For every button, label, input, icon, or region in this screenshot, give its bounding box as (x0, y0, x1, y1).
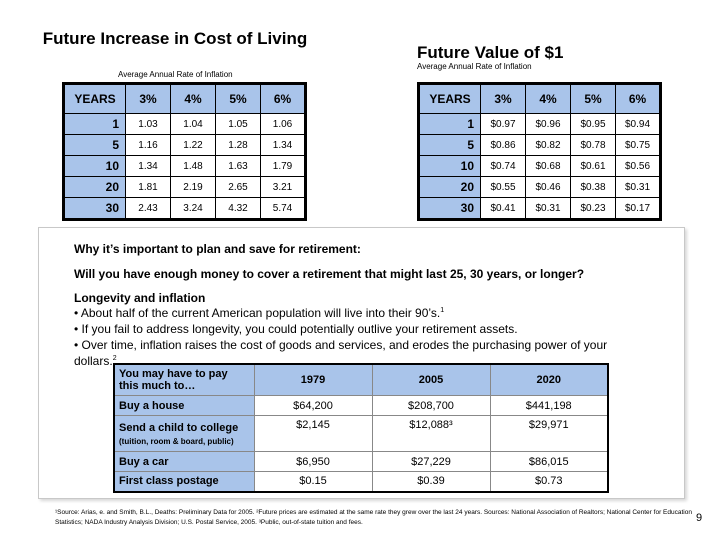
table-cell: 2.65 (216, 177, 261, 198)
table-row (114, 472, 608, 492)
bullet-text: • About half of the current American population will live into their 90’s. (74, 306, 441, 320)
table-cell: $0.82 (526, 135, 571, 156)
table-cell: $0.41 (481, 198, 526, 220)
table-row (64, 114, 306, 135)
bullet-inflation-continued (74, 354, 117, 368)
table-cell: $0.68 (526, 156, 571, 177)
table-cell: $0.31 (526, 198, 571, 220)
table-row (419, 156, 661, 177)
year-cell: 5 (64, 135, 126, 156)
panel-question: Will you have enough money to cover a retirement that might last 25, 30 years, or longer? (74, 267, 585, 281)
table-cell: 1.79 (261, 156, 306, 177)
table-row (419, 135, 661, 156)
table-cell: $0.56 (616, 156, 661, 177)
table-cell: $27,229 (372, 452, 490, 472)
table-cell: $86,015 (490, 452, 608, 472)
table-cell: $441,198 (490, 396, 608, 416)
column-header: 4% (171, 84, 216, 114)
table-cell: $0.17 (616, 198, 661, 220)
future-value-title: Future Value of $1 (417, 43, 564, 62)
table-row (64, 156, 306, 177)
column-header: 3% (126, 84, 171, 114)
table-cell: 1.34 (261, 135, 306, 156)
row-note: (tuition, room & board, public) (119, 436, 234, 446)
column-header: 4% (526, 84, 571, 114)
year-cell: 30 (419, 198, 481, 220)
bullet-longevity (74, 306, 444, 320)
section-heading: Longevity and inflation (74, 291, 206, 305)
table-cell: 1.22 (171, 135, 216, 156)
table-cell: 1.04 (171, 114, 216, 135)
sources-footnote: ¹Source: Arias, e. and Smith, B.L., Deaths: Preliminary Data for 2005. ²Future prices are estimated at the same rate they grew over the last 24 years. Sources: National Association of Realtors; National Center for Education Statistics; NADA Industry Analysis Division; U.S. Postal Service, 2005. ³Public, out-of-state tuition and fees. (55, 509, 692, 526)
table-cell: $208,700 (372, 396, 490, 416)
year-cell: 5 (419, 135, 481, 156)
table-cell: $0.46 (526, 177, 571, 198)
table-row (114, 416, 608, 452)
table-header-row (419, 84, 661, 114)
table-cell: $0.23 (571, 198, 616, 220)
table-header-row (64, 84, 306, 114)
table-cell: $0.55 (481, 177, 526, 198)
row-label-group (114, 416, 254, 452)
table-cell: 1.48 (171, 156, 216, 177)
table-cell: 2.19 (171, 177, 216, 198)
year-cell: 1 (64, 114, 126, 135)
row-label: Send a child to college (119, 421, 239, 434)
table-cell: 1.05 (216, 114, 261, 135)
year-cell: 10 (419, 156, 481, 177)
panel-heading: Why it’s important to plan and save for retirement: (74, 242, 361, 256)
table-cell: $0.74 (481, 156, 526, 177)
table-row (114, 452, 608, 472)
table-cell: $0.31 (616, 177, 661, 198)
footnote-marker: 2 (112, 355, 117, 362)
table-cell: 1.81 (126, 177, 171, 198)
table-cell: $0.94 (616, 114, 661, 135)
column-header: 5% (571, 84, 616, 114)
future-value-subtitle: Average Annual Rate of Inflation (417, 62, 532, 71)
table-cell: 3.21 (261, 177, 306, 198)
bullet-text: dollars. (74, 354, 113, 368)
table-cell: $0.61 (571, 156, 616, 177)
page-number: 9 (696, 512, 703, 524)
table-row (419, 114, 661, 135)
table-cell: $0.78 (571, 135, 616, 156)
year-cell: 1 (419, 114, 481, 135)
column-header: 2020 (490, 364, 608, 396)
bullet-inflation: • Over time, inflation raises the cost of goods and services, and erodes the purchasing power of your (74, 338, 608, 352)
table-cell: 2.43 (126, 198, 171, 220)
table-cell: $0.95 (571, 114, 616, 135)
table-cell: $0.75 (616, 135, 661, 156)
table-cell: $0.73 (490, 472, 608, 492)
cost-of-living-title: Future Increase in Cost of Living (42, 29, 308, 48)
row-label: Buy a house (114, 396, 254, 416)
column-header: 6% (261, 84, 306, 114)
table-cell: $0.39 (372, 472, 490, 492)
year-cell: 10 (64, 156, 126, 177)
corner-header: You may have to pay this much to… (114, 364, 254, 396)
table-cell: $0.86 (481, 135, 526, 156)
table-cell: 1.16 (126, 135, 171, 156)
table-cell: $64,200 (254, 396, 372, 416)
table-cell: 4.32 (216, 198, 261, 220)
table-cell: $29,971 (490, 416, 608, 452)
table-cell: 1.63 (216, 156, 261, 177)
table-cell: $0.38 (571, 177, 616, 198)
table-cell: $0.97 (481, 114, 526, 135)
table-header-row (114, 364, 608, 396)
column-header: 6% (616, 84, 661, 114)
row-label: First class postage (114, 472, 254, 492)
table-cell: $6,950 (254, 452, 372, 472)
table-cell: $0.96 (526, 114, 571, 135)
footnote-marker: 1 (440, 307, 445, 314)
table-row (64, 177, 306, 198)
bullet-outlive-assets: • If you fail to address longevity, you could potentially outlive your retirement assets. (74, 322, 518, 336)
table-cell: 1.06 (261, 114, 306, 135)
year-cell: 30 (64, 198, 126, 220)
table-cell: 1.34 (126, 156, 171, 177)
column-header: 5% (216, 84, 261, 114)
column-header: 3% (481, 84, 526, 114)
cost-of-living-table (62, 82, 307, 221)
table-cell: 1.03 (126, 114, 171, 135)
table-cell: $12,088³ (372, 416, 490, 452)
column-header: YEARS (419, 84, 481, 114)
column-header: YEARS (64, 84, 126, 114)
cost-comparison-table (113, 363, 609, 493)
table-row (64, 198, 306, 220)
table-row (419, 177, 661, 198)
table-cell: $0.15 (254, 472, 372, 492)
row-label: Buy a car (114, 452, 254, 472)
future-value-table (417, 82, 662, 221)
table-row (64, 135, 306, 156)
table-cell: 5.74 (261, 198, 306, 220)
table-row (419, 198, 661, 220)
table-cell: $2,145 (254, 416, 372, 452)
column-header: 1979 (254, 364, 372, 396)
year-cell: 20 (64, 177, 126, 198)
table-cell: 3.24 (171, 198, 216, 220)
table-row (114, 396, 608, 416)
table-cell: 1.28 (216, 135, 261, 156)
cost-of-living-subtitle: Average Annual Rate of Inflation (118, 70, 233, 79)
year-cell: 20 (419, 177, 481, 198)
column-header: 2005 (372, 364, 490, 396)
